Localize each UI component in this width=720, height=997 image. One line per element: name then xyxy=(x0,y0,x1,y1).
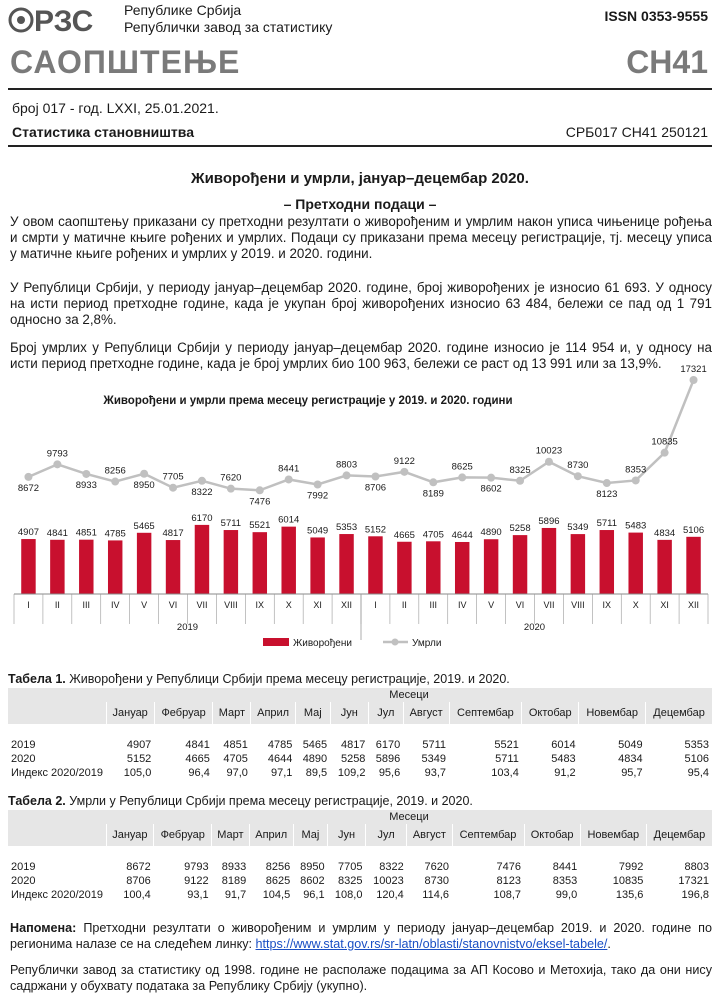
table-row xyxy=(8,738,712,752)
births-table xyxy=(8,688,712,780)
bar-label: 4785 xyxy=(104,528,126,540)
months-group-header: Месеци xyxy=(106,810,712,824)
table-cell: 7620 xyxy=(424,861,450,873)
table-cell: 95,4 xyxy=(687,767,709,779)
bar-label: 6170 xyxy=(191,512,213,524)
point-label: 9793 xyxy=(46,448,68,460)
point-label: 10023 xyxy=(535,445,563,457)
section-rule xyxy=(8,145,712,147)
x-tick-label: XII xyxy=(688,600,700,610)
x-tick-label: IX xyxy=(255,600,265,610)
point-label: 8933 xyxy=(75,479,97,491)
bar-births xyxy=(137,533,151,594)
x-tick-label: XI xyxy=(660,600,669,610)
month-header: Септембар xyxy=(452,824,524,846)
table-cell: 120,4 xyxy=(376,889,404,901)
table-cell: 8256 xyxy=(265,861,291,873)
bar-label: 5896 xyxy=(538,515,560,527)
table-cell: 4851 xyxy=(223,739,248,751)
bar-births xyxy=(195,525,209,594)
table-cell: 8672 xyxy=(126,861,151,873)
table-cell: 7476 xyxy=(496,861,521,873)
document-type: САОПШТЕЊЕ xyxy=(10,44,241,80)
bar-label: 4890 xyxy=(480,527,502,539)
table-cell: 97,1 xyxy=(270,767,293,779)
table-cell: 4817 xyxy=(340,739,366,751)
note-paragraph: Напомена: Претходни резултати о живорођеним и умрлим у периоду јануар–децембар 2019. и 2020. године по регионима налазе се на следећем линку: https://www.stat.gov.rs/sr-latn/oblasti/stanovnistvo/eksel-tabele/. xyxy=(10,921,712,951)
bar-label: 4705 xyxy=(422,529,444,541)
table-cell: 8441 xyxy=(552,861,578,873)
footer-note: Републички завод за статистику од 1998. године не располаже подацима за АП Косово и Метохија, тако да они нису садржани у обухвату података за Републику Србију (укупно). xyxy=(10,963,712,993)
deaths-point xyxy=(545,458,553,466)
corner-cell xyxy=(8,688,106,724)
x-tick-label: X xyxy=(632,600,639,610)
table-cell: 6170 xyxy=(375,739,401,751)
document-title: Живорођени и умрли, јануар–децембар 2020. xyxy=(191,170,529,187)
bar-births xyxy=(513,535,527,594)
bar-label: 5353 xyxy=(335,522,358,534)
x-tick-label: VI xyxy=(515,600,525,610)
table-cell: 5258 xyxy=(340,753,366,765)
month-header: Април xyxy=(249,824,293,846)
table-cell: 96,4 xyxy=(188,767,210,779)
deaths-point xyxy=(603,479,611,487)
month-header: Март xyxy=(212,824,250,846)
table-cell: 97,0 xyxy=(226,767,248,779)
deaths-point xyxy=(661,449,669,457)
table-row xyxy=(8,874,712,888)
deaths-point xyxy=(516,477,524,485)
deaths-point xyxy=(24,473,32,481)
table-cell: 4890 xyxy=(302,753,328,765)
table-cell: 8322 xyxy=(379,861,404,873)
month-header: Септембар xyxy=(449,702,522,724)
month-header: Април xyxy=(251,702,296,724)
bar-label: 5349 xyxy=(567,522,589,534)
table2-caption: Табела 2. Умрли у Републици Србији према месецу регистрације, 2019. и 2020. xyxy=(8,794,473,808)
x-tick-label: V xyxy=(488,600,495,610)
bar-label: 4851 xyxy=(75,527,97,539)
issn-number: ISSN 0353-9555 xyxy=(604,8,708,24)
table-cell: 91,7 xyxy=(224,889,247,901)
table-cell: 8353 xyxy=(552,875,578,887)
table-cell: 108,7 xyxy=(493,889,521,901)
table-cell: 5353 xyxy=(684,739,709,751)
month-header: Децембар xyxy=(646,702,712,724)
series-code: СРБ017 СН41 250121 xyxy=(565,124,708,140)
deaths-point xyxy=(487,474,495,482)
chart-title: Живорођени и умрли према месецу регистрације у 2019. и 2020. години xyxy=(103,395,513,407)
table-cell: 10835 xyxy=(612,875,644,887)
legend-label-deaths: Умрли xyxy=(412,638,442,649)
deaths-point xyxy=(53,460,61,468)
month-header: Октобар xyxy=(522,702,579,724)
x-tick-label: VI xyxy=(168,600,178,610)
bar-label: 4834 xyxy=(654,527,676,539)
table1-caption: Табела 1. Живорођени у Републици Србији према месецу регистрације, 2019. и 2020. xyxy=(8,672,510,686)
births-deaths-chart xyxy=(8,364,712,658)
deaths-point xyxy=(285,475,293,483)
point-label: 8123 xyxy=(596,489,618,501)
point-label: 8322 xyxy=(191,486,213,498)
x-tick-label: I xyxy=(27,600,30,610)
bar-label: 5106 xyxy=(682,524,705,536)
table-cell: 17321 xyxy=(678,875,709,887)
deaths-point xyxy=(343,471,351,479)
x-tick-label: I xyxy=(374,600,377,610)
row-label: Индекс 2020/2019 xyxy=(11,767,104,779)
bar-label: 5711 xyxy=(596,518,618,530)
table-cell: 4705 xyxy=(223,753,248,765)
corner-cell xyxy=(8,810,106,846)
table-cell: 103,4 xyxy=(491,767,519,779)
point-label: 8950 xyxy=(133,479,155,491)
month-header: Јануар xyxy=(106,702,154,724)
bar-births xyxy=(657,540,671,594)
bar-label: 5711 xyxy=(220,518,242,530)
table-cell: 9793 xyxy=(184,861,209,873)
table-cell: 8933 xyxy=(221,861,247,873)
x-tick-label: V xyxy=(141,600,148,610)
deaths-point xyxy=(314,480,322,488)
point-label: 8353 xyxy=(625,464,647,476)
table-row xyxy=(8,888,712,902)
bar-label: 5483 xyxy=(625,520,647,532)
table-cell: 96,1 xyxy=(303,889,325,901)
point-label: 8706 xyxy=(364,482,387,494)
bar-label: 5152 xyxy=(364,524,387,536)
table-cell: 8189 xyxy=(221,875,247,887)
month-header: Јануар xyxy=(106,824,154,846)
point-label: 7476 xyxy=(249,496,271,508)
row-label: 2020 xyxy=(11,875,36,887)
row-label: 2019 xyxy=(11,739,36,751)
bar-births xyxy=(368,536,382,594)
point-label: 8803 xyxy=(335,459,358,471)
point-label: 7705 xyxy=(162,471,184,483)
point-label: 8730 xyxy=(567,460,589,472)
deaths-point xyxy=(227,485,235,493)
bar-births xyxy=(600,530,614,594)
table-header-row xyxy=(8,810,712,824)
legend-marker-deaths xyxy=(392,639,399,646)
month-header: Јул xyxy=(365,824,406,846)
year-group-label: 2019 xyxy=(176,622,199,633)
x-tick-label: VII xyxy=(543,600,555,610)
rzs-logo xyxy=(8,2,118,38)
deaths-point xyxy=(111,478,119,486)
month-header: Март xyxy=(213,702,251,724)
table-months-row xyxy=(8,824,712,846)
table-cell: 108,0 xyxy=(334,889,363,901)
row-label: Индекс 2020/2019 xyxy=(11,889,104,901)
month-header: Новембар xyxy=(580,824,646,846)
table-cell: 105,0 xyxy=(123,767,152,779)
document-subtitle: – Претходни подаци – xyxy=(283,196,437,212)
table-cell: 93,7 xyxy=(424,767,447,779)
table-cell: 91,2 xyxy=(554,767,576,779)
bar-births xyxy=(253,532,267,594)
deaths-point xyxy=(140,470,148,478)
month-header: Јул xyxy=(368,702,403,724)
issue-info: број 017 - год. LXXI, 25.01.2021. xyxy=(12,100,219,116)
table-cell: 8602 xyxy=(300,875,325,887)
bar-births xyxy=(339,534,353,594)
table-cell: 93,1 xyxy=(187,889,209,901)
x-tick-label: XI xyxy=(313,600,322,610)
point-label: 8189 xyxy=(422,488,444,500)
bar-label: 4907 xyxy=(17,527,40,539)
point-label: 8672 xyxy=(17,482,40,494)
regional-data-link[interactable]: https://www.stat.gov.rs/sr-latn/oblasti/stanovnistvo/eksel-tabele/ xyxy=(255,937,608,951)
bar-label: 6014 xyxy=(278,514,300,526)
table-cell: 4834 xyxy=(618,753,643,765)
table-cell: 8950 xyxy=(300,861,325,873)
table-row xyxy=(8,766,712,780)
bar-label: 5521 xyxy=(249,520,271,532)
bar-label: 4665 xyxy=(393,529,415,541)
deaths-point xyxy=(429,478,437,486)
table-cell: 109,2 xyxy=(337,767,366,779)
row-label: 2020 xyxy=(11,753,36,765)
table-cell: 5521 xyxy=(494,739,519,751)
table-cell: 5483 xyxy=(551,753,576,765)
bar-births xyxy=(224,530,238,594)
deaths-table xyxy=(8,810,712,902)
svg-text:РЗС: РЗС xyxy=(34,5,94,38)
x-tick-label: IV xyxy=(110,600,120,610)
table-cell: 100,4 xyxy=(123,889,151,901)
table-cell: 95,7 xyxy=(621,767,643,779)
x-tick-label: III xyxy=(82,600,91,610)
table-cell: 4785 xyxy=(267,739,293,751)
deaths-point xyxy=(690,376,698,384)
table-cell: 8625 xyxy=(265,875,291,887)
point-label: 9122 xyxy=(393,455,415,467)
month-header: Јун xyxy=(330,702,368,724)
point-label: 8325 xyxy=(509,464,531,476)
bar-births xyxy=(397,542,411,594)
x-tick-label: IV xyxy=(457,600,467,610)
point-label: 8441 xyxy=(278,463,300,475)
organization-name: Републике Србија Републички завод за статистику xyxy=(124,2,333,35)
table-header-row xyxy=(8,688,712,702)
bar-births xyxy=(628,533,642,594)
month-header: Август xyxy=(407,824,452,846)
month-header: Мај xyxy=(295,702,330,724)
deaths-point xyxy=(400,468,408,476)
bar-births xyxy=(166,540,180,594)
table-row xyxy=(8,752,712,766)
x-tick-label: VII xyxy=(196,600,208,610)
table-cell: 8706 xyxy=(126,875,151,887)
table-row xyxy=(8,860,712,874)
table-cell: 4907 xyxy=(126,739,152,751)
table-cell: 8123 xyxy=(496,875,521,887)
table-cell: 6014 xyxy=(551,739,576,751)
row-label: 2019 xyxy=(11,861,36,873)
x-tick-label: XII xyxy=(341,600,353,610)
deaths-point xyxy=(574,472,582,480)
table-cell: 5106 xyxy=(684,753,709,765)
chart-canvas xyxy=(8,364,712,658)
legend-label-births: Живорођени xyxy=(293,638,352,649)
table-cell: 196,8 xyxy=(681,889,709,901)
month-header: Новембар xyxy=(579,702,646,724)
month-header: Август xyxy=(403,702,449,724)
deaths-point xyxy=(256,486,264,494)
bar-label: 5465 xyxy=(133,520,155,532)
bar-label: 5258 xyxy=(509,523,531,535)
paragraph-births: У Републици Србији, у периоду јануар–децембар 2020. године, број живорођених је износио 61 693. У односу на исти период претходне године, када је укупан број живорођених износио 63 484, бележи се пад од 1 791 односно за 2,8%. xyxy=(10,280,712,327)
paragraph-deaths: Број умрлих у Републици Србији у периоду јануар–децембар 2020. године износио је 114 954 и, у односу на исти период претходне године, када је број умрлих био 100 963, бележи се раст од 13 991 или за 13,9%. xyxy=(10,340,712,371)
deaths-point xyxy=(458,473,466,481)
bar-label: 5049 xyxy=(307,525,329,537)
month-header: Октобар xyxy=(524,824,580,846)
month-header: Децембар xyxy=(646,824,712,846)
year-group-label: 2020 xyxy=(523,622,546,633)
table-cell: 8325 xyxy=(337,875,363,887)
header-rule xyxy=(8,88,712,90)
month-header: Мај xyxy=(293,824,327,846)
table-cell: 5152 xyxy=(126,753,152,765)
bar-label: 4644 xyxy=(451,529,473,541)
table-cell: 8730 xyxy=(424,875,450,887)
table-cell: 5049 xyxy=(618,739,643,751)
x-tick-label: VIII xyxy=(571,600,585,610)
point-label: 8625 xyxy=(451,461,473,473)
paragraph-intro: У овом саопштењу приказани су претходни резултати о живорођеним и умрлим након уписа чињенице рођења и смрти у матичне књиге рођених и умрлих. Подаци су приказани према месецу регистрације, тј. месецу уписа у матичне књиге рођених и умрлих у 2019. и 2020. години. xyxy=(10,214,712,261)
bar-births xyxy=(455,542,469,594)
table-cell: 9122 xyxy=(184,875,209,887)
table-spacer xyxy=(8,846,712,860)
x-tick-label: II xyxy=(54,600,60,610)
bar-label: 4841 xyxy=(46,527,68,539)
bar-births xyxy=(108,540,122,594)
table-cell: 104,5 xyxy=(262,889,291,901)
deaths-point xyxy=(198,477,206,485)
x-tick-label: IX xyxy=(602,600,612,610)
point-label: 8602 xyxy=(480,483,502,495)
bar-births xyxy=(310,537,324,594)
statistics-section: Статистика становништва xyxy=(12,124,194,140)
bar-births xyxy=(50,540,64,594)
point-label: 17321 xyxy=(680,364,707,376)
x-tick-label: X xyxy=(285,600,292,610)
table-cell: 4841 xyxy=(185,739,210,751)
document-header xyxy=(0,0,720,48)
bar-births xyxy=(571,534,585,594)
bar-births xyxy=(426,541,440,594)
bar-births xyxy=(686,537,700,594)
bar-births xyxy=(79,540,93,594)
x-tick-label: III xyxy=(429,600,438,610)
x-tick-label: II xyxy=(401,600,407,610)
bar-births xyxy=(484,539,498,594)
deaths-point xyxy=(632,476,640,484)
table-cell: 95,6 xyxy=(378,767,401,779)
table-cell: 135,6 xyxy=(615,889,644,901)
month-header: Фебруар xyxy=(154,702,213,724)
bar-births xyxy=(281,527,295,594)
table-cell: 4665 xyxy=(185,753,210,765)
table-cell: 5465 xyxy=(302,739,328,751)
table-cell: 4644 xyxy=(267,753,293,765)
table-cell: 8803 xyxy=(684,861,709,873)
deaths-point xyxy=(169,484,177,492)
table-cell: 5349 xyxy=(421,753,447,765)
document-code: СН41 xyxy=(626,44,708,80)
table-cell: 5896 xyxy=(375,753,401,765)
month-header: Јун xyxy=(328,824,366,846)
bar-births xyxy=(21,539,35,594)
point-label: 8256 xyxy=(104,465,126,477)
bar-label: 4817 xyxy=(162,528,184,540)
table-cell: 5711 xyxy=(422,739,447,751)
x-tick-label: VIII xyxy=(224,600,238,610)
table-cell: 10023 xyxy=(373,875,404,887)
month-header: Фебруар xyxy=(154,824,212,846)
deaths-point xyxy=(371,472,379,480)
table-cell: 7992 xyxy=(618,861,644,873)
table-cell: 7705 xyxy=(337,861,363,873)
table-cell: 99,0 xyxy=(555,889,578,901)
table-spacer xyxy=(8,724,712,738)
table-cell: 89,5 xyxy=(305,767,328,779)
legend-swatch-births xyxy=(263,638,289,646)
months-group-header: Месеци xyxy=(106,688,712,702)
point-label: 10835 xyxy=(651,436,678,448)
table-months-row xyxy=(8,702,712,724)
table-cell: 114,6 xyxy=(422,889,450,901)
table-cell: 5711 xyxy=(495,753,519,765)
bar-births xyxy=(542,528,556,594)
point-label: 7620 xyxy=(220,472,242,484)
deaths-point xyxy=(82,470,90,478)
point-label: 7992 xyxy=(307,490,329,502)
